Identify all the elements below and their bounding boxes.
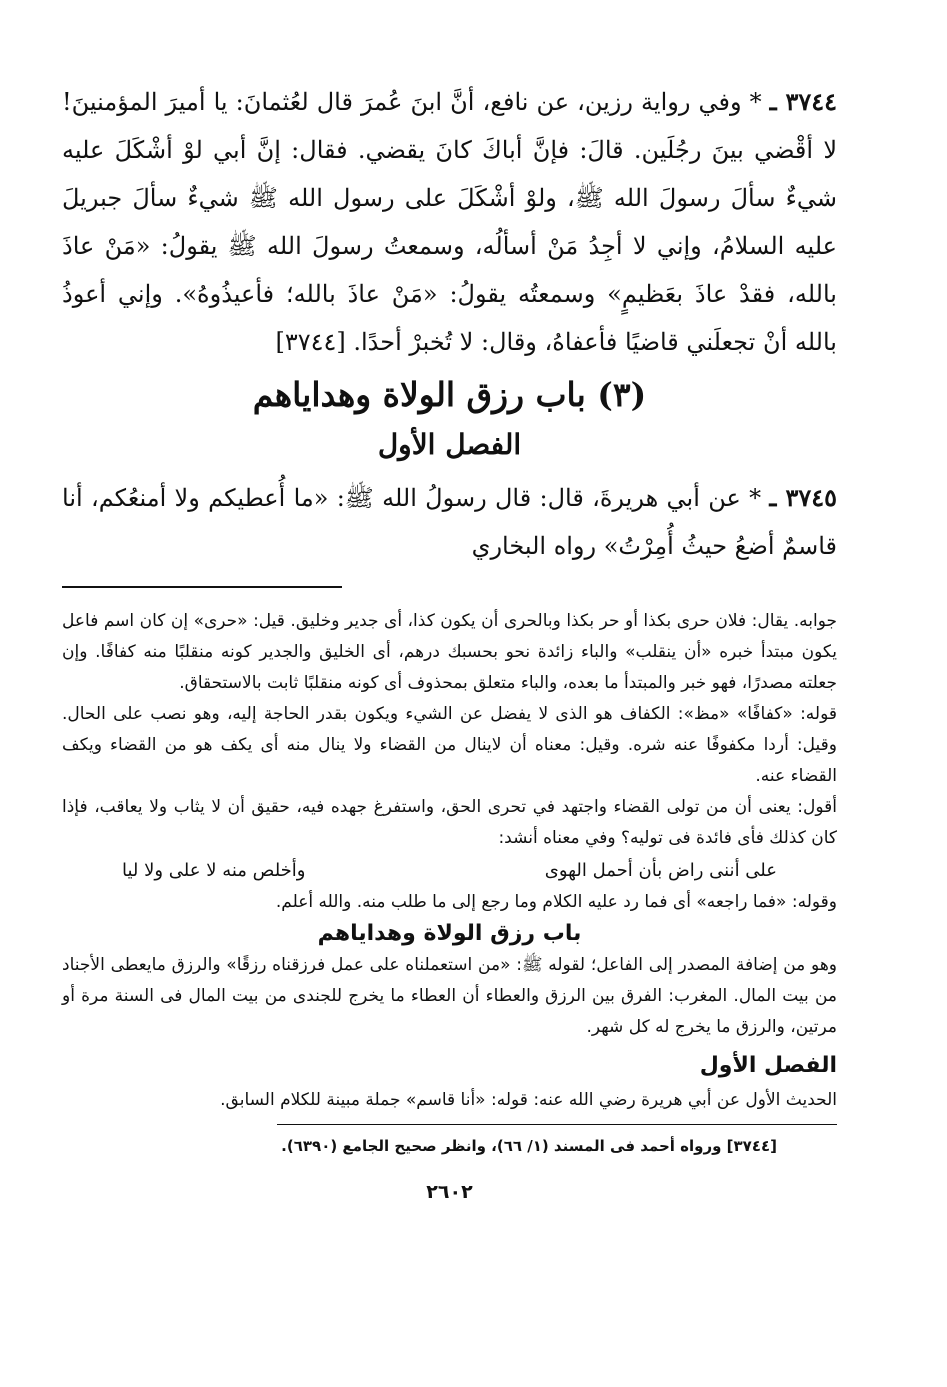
poem-first-hemistich: على أننى راض بأن أحمل الهوى xyxy=(544,860,777,881)
commentary-paragraph: وقوله: «فما راجعه» أى فما رد عليه الكلام وما رجع إلى ما طلب منه. والله أعلم. xyxy=(275,892,837,912)
commentary-paragraph: الحديث الأول عن أبي هريرة رضي الله عنه: قوله: «أنا قاسم» جملة مبينة للكلام السابق. xyxy=(220,1090,837,1110)
commentary-chapter-heading: باب رزق الولاة وهداياهم xyxy=(317,921,582,946)
hadith-3745 xyxy=(62,474,837,570)
commentary-paragraph: جوابه. يقال: فلان حرى بكذا أو حر بكذا وبالحرى أن يكون كذا، أى جدير وخليق. قيل: «حرى» إن كان اسم فاعل يكون مبتدأ خبره «أن ينقلب» والباء زائدة نحو بحسبك درهم، أى الخليق والجدير كونه منقلبًا منه كفافًا. وإن جعلته مصدرًا، فهو خبر والمبتدأ ما بعده، والباء متعلق بمحذوف أى كونه منقلبًا ثابت بالاستحقاق. xyxy=(62,611,837,693)
hadith-number: ٣٧٤٤ ـ xyxy=(769,87,837,116)
commentary-divider xyxy=(62,586,342,588)
hadith-text: * عن أبي هريرةَ، قال: قال رسولُ الله ﷺ: «ما أُعطيكم ولا أمنعُكم، أنا قاسمٌ أضعُ حيثُ أُمِرْتُ» رواه البخاري xyxy=(62,484,837,560)
poem-second-hemistich: وأخلص منه لا على ولا ليا xyxy=(122,860,306,881)
footnote-divider xyxy=(277,1124,837,1125)
page-number: ٢٦٠٢ xyxy=(426,1181,473,1203)
commentary-paragraph: أقول: يعنى أن من تولى القضاء واجتهد في تحرى الحق، واستفرغ جهده فيه، حقيق أن لا يثاب ولا يعاقب، فإذا كان كذلك فأى فائدة فى توليه؟ وفي معناه أنشد: xyxy=(62,797,837,848)
poem-verse xyxy=(62,854,837,887)
hadith-3744 xyxy=(62,78,837,366)
commentary-paragraph: وهو من إضافة المصدر إلى الفاعل؛ لقوله ﷺ: «من استعملناه على عمل فرزقناه رزقًا» والرزق مايعطى الأجناد من بيت المال. المغرب: الفرق بين الرزق والعطاء أن العطاء ما يخرج للجندى من بيت المال فى السنة مرة أو مرتين، والرزق ما يخرج له كل شهر. xyxy=(62,955,837,1037)
hadith-text: * وفي رواية رزين، عن نافع، أنَّ ابنَ عُمرَ قال لعُثمانَ: يا أميرَ المؤمنينَ! لا أقْضي بينَ رجُلَين. قالَ: فإنَّ أباكَ كانَ يقضي. فقال: إنَّ أبي لوْ أشْكَلَ عليه شيءٌ سألَ رسولَ الله ﷺ، ولوْ أشْكَلَ على رسول الله ﷺ شيءٌ سألَ جبريلَ عليه السلامُ، وإني لا أجِدُ مَنْ أسألُه، وسمعتُ رسولَ الله ﷺ يقولُ: «مَنْ عاذَ بالله، فقدْ عاذَ بعَظيمٍ» وسمعتُه يقولُ: «مَنْ عاذَ بالله؛ فأعيذُوهُ». وإني أعوذُ بالله أنْ تجعلَني قاضيًا فأعفاهُ، وقال: لا تُخبرْ أحدًا. [٣٧٤٤] xyxy=(62,88,838,356)
commentary-section-heading: الفصل الأول xyxy=(699,1053,837,1078)
hadith-number: ٣٧٤٥ ـ xyxy=(769,483,837,512)
section-title: الفصل الأول xyxy=(377,428,522,461)
commentary xyxy=(62,606,837,1116)
chapter-title: (٣) باب رزق الولاة وهداياهم xyxy=(252,375,647,414)
footnote: [٣٧٤٤] ورواه أحمد فى المسند (١/ ٦٦)، وانظر صحيح الجامع (٦٣٩٠). xyxy=(281,1137,777,1155)
commentary-paragraph: قوله: «كفافًا» «مظ»: الكفاف هو الذى لا يفضل عن الشيء ويكون بقدر الحاجة إليه، وهو نصب على الحال. وقيل: أردا مكفوفًا عنه شره. وقيل: معناه أن لاينال من القضاء ولا ينال منه أى يكف هو من القضاء ويكف القضاء عنه. xyxy=(62,704,837,786)
